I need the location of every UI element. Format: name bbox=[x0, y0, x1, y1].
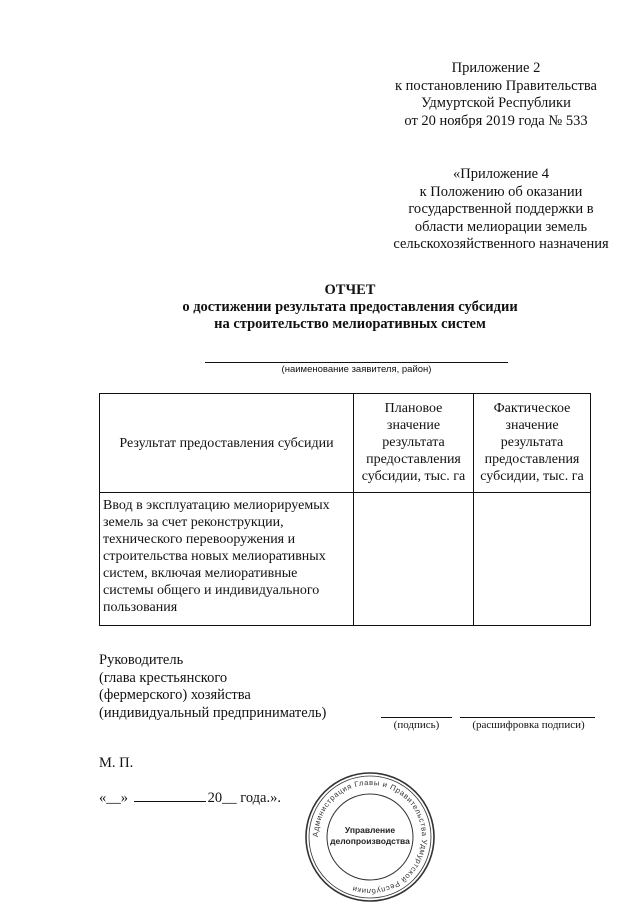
decoding-caption: (расшифровка подписи) bbox=[472, 719, 585, 731]
row-result-line: пользования bbox=[103, 600, 178, 615]
appendix-4-line2: к Положению об оказании bbox=[419, 183, 583, 200]
row-result-line: земель за счет реконструкции, bbox=[103, 515, 284, 530]
seal-center-line2: делопроизводства bbox=[330, 836, 410, 846]
row-actual-value bbox=[474, 493, 591, 626]
appendix-2-line4: от 20 ноября 2019 года № 533 bbox=[404, 112, 588, 129]
official-seal bbox=[303, 770, 437, 904]
appendix-2-header bbox=[380, 60, 612, 130]
signature-block bbox=[99, 652, 326, 722]
appendix-4-header bbox=[370, 166, 632, 254]
table-header-row bbox=[100, 394, 591, 493]
header-result bbox=[100, 394, 354, 493]
date-year-blank: __ bbox=[222, 790, 237, 806]
head-title-line3: (фермерского) хозяйства bbox=[99, 687, 251, 703]
header-actual-line: результата bbox=[500, 435, 564, 450]
date-line bbox=[99, 789, 281, 807]
header-actual bbox=[474, 394, 591, 493]
row-result-line: системы общего и индивидуального bbox=[103, 583, 320, 598]
report-title-line1: ОТЧЕТ bbox=[324, 282, 376, 298]
row-result-line: систем, включая мелиоративные bbox=[103, 566, 298, 581]
date-year-prefix: 20 bbox=[207, 790, 223, 806]
row-result-line: Ввод в эксплуатацию мелиорируемых bbox=[103, 498, 330, 513]
header-planned bbox=[354, 394, 474, 493]
row-result-line: строительства новых мелиоративных bbox=[103, 549, 326, 564]
header-planned-line: значение bbox=[386, 418, 441, 433]
decoding-line bbox=[460, 717, 595, 718]
appendix-2-line1: Приложение 2 bbox=[451, 60, 541, 76]
table-row bbox=[100, 493, 591, 626]
signature-caption: (подпись) bbox=[393, 719, 440, 731]
head-title: Руководитель bbox=[99, 652, 184, 668]
header-actual-line: Фактическое bbox=[493, 401, 571, 416]
appendix-4-line5: сельскохозяйственного назначения bbox=[393, 236, 609, 252]
header-actual-line: предоставления bbox=[484, 452, 580, 467]
stamp-place-label: М. П. bbox=[99, 755, 134, 771]
header-actual-line: значение bbox=[505, 418, 559, 433]
applicant-name-line bbox=[205, 362, 508, 363]
header-planned-line: предоставления bbox=[366, 452, 461, 467]
report-title-line2: о достижении результата предоставления субсидии bbox=[182, 299, 518, 315]
date-open-quote: « bbox=[99, 790, 107, 806]
appendix-2-line3: Удмуртской Республики bbox=[421, 95, 571, 111]
head-title-line2: (глава крестьянского bbox=[99, 669, 228, 686]
results-table bbox=[99, 393, 591, 626]
appendix-4-line4: области мелиорации земель bbox=[414, 218, 588, 235]
header-planned-line: результата bbox=[382, 435, 445, 450]
date-day-blank: __ bbox=[106, 790, 121, 806]
row-planned-value bbox=[354, 493, 474, 626]
appendix-2-line2: к постановлению Правительства bbox=[395, 77, 597, 94]
header-result-label: Результат предоставления субсидии bbox=[119, 435, 334, 451]
row-result bbox=[100, 493, 354, 626]
header-actual-line: субсидии, тыс. га bbox=[480, 469, 584, 484]
applicant-caption: (наименование заявителя, район) bbox=[281, 364, 432, 375]
head-title-line4: (индивидуальный предприниматель) bbox=[99, 704, 327, 721]
seal-ring-text: Администрация Главы и Правительства Удмуртской Республики bbox=[310, 777, 430, 897]
header-planned-line: субсидии, тыс. га bbox=[361, 469, 466, 484]
report-title-line3: на строительство мелиоративных систем bbox=[214, 316, 486, 332]
appendix-4-line1: «Приложение 4 bbox=[453, 166, 549, 182]
date-month-blank bbox=[134, 789, 206, 802]
date-suffix: года.». bbox=[240, 790, 281, 806]
header-planned-line: Плановое bbox=[384, 401, 443, 416]
row-result-line: технического перевооружения и bbox=[103, 532, 296, 547]
seal-center-line1: Управление bbox=[344, 825, 396, 835]
report-title bbox=[0, 282, 640, 333]
date-close-quote: » bbox=[120, 790, 128, 806]
appendix-4-line3: государственной поддержки в bbox=[408, 201, 594, 217]
signature-line bbox=[381, 717, 452, 718]
